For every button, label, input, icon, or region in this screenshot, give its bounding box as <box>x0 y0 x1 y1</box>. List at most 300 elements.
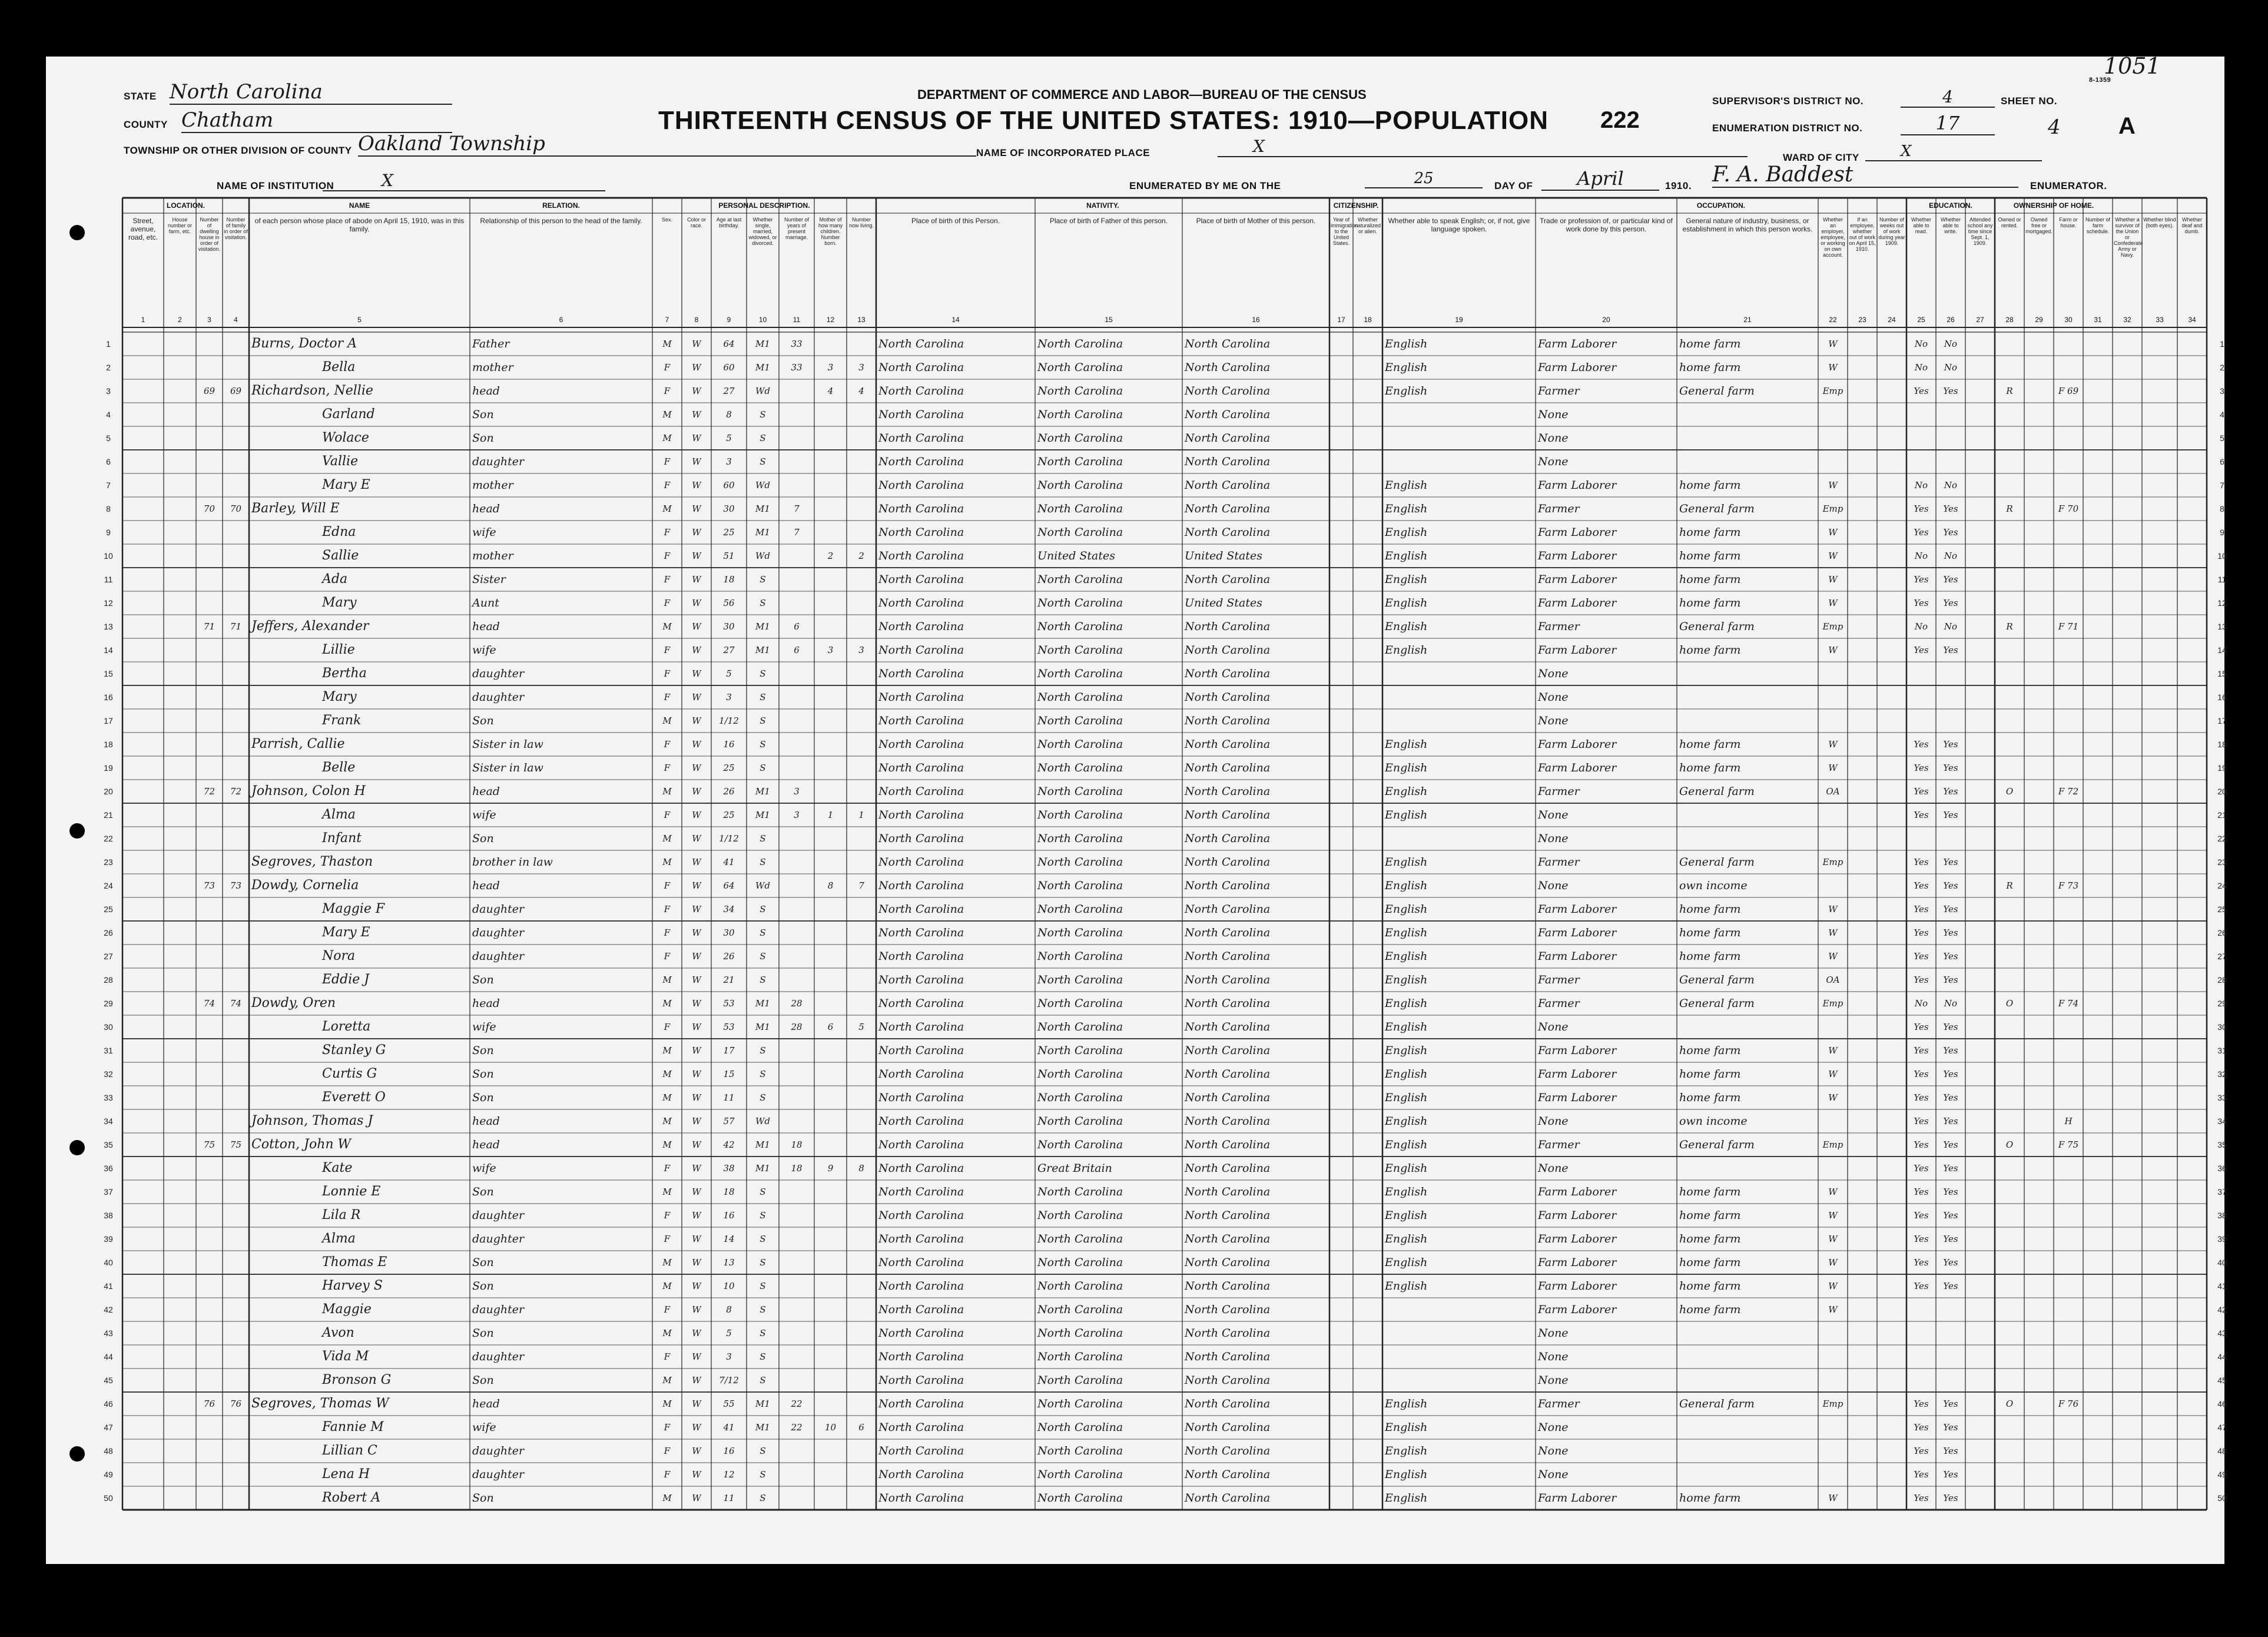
cell-write: Yes <box>1943 975 1958 985</box>
cell-own: R <box>2006 503 2013 514</box>
cell-write: No <box>1944 480 1958 491</box>
cell-yrs: 28 <box>791 998 803 1009</box>
cell-mother: North Carolina <box>1185 337 1271 350</box>
column-number: 9 <box>727 316 731 324</box>
state-value: North Carolina <box>170 80 452 105</box>
cell-mother: North Carolina <box>1185 1350 1271 1363</box>
column-number: 24 <box>1888 316 1896 324</box>
cell-race: W <box>692 904 701 914</box>
cell-name: Lonnie E <box>322 1184 381 1199</box>
cell-read: Yes <box>1914 1399 1929 1409</box>
column-header: Whether an employer, employee, or working on own account. <box>1821 217 1845 258</box>
cell-sex: F <box>664 551 671 561</box>
cell-emp: W <box>1828 763 1838 773</box>
cell-farm: F 71 <box>2058 621 2079 632</box>
cell-industry: home farm <box>1679 1044 1741 1057</box>
title-number: 222 <box>1600 107 1640 133</box>
cell-name: Robert A <box>322 1490 381 1505</box>
cell-name: Mary <box>322 595 357 610</box>
cell-industry: home farm <box>1679 597 1741 609</box>
row-number: 25 <box>2217 904 2227 914</box>
row-number: 29 <box>104 999 113 1008</box>
cell-fam: 73 <box>230 880 242 891</box>
column-header: House number or farm, etc. <box>167 217 193 234</box>
column-number: 3 <box>207 316 211 324</box>
cell-mar: S <box>760 833 766 844</box>
cell-read: Yes <box>1914 904 1929 914</box>
cell-read: Yes <box>1914 1281 1929 1291</box>
cell-emp: OA <box>1826 975 1840 985</box>
cell-age: 14 <box>723 1234 735 1244</box>
cell-mother: North Carolina <box>1185 1138 1271 1151</box>
cell-trade: None <box>1538 808 1569 821</box>
row-number: 42 <box>2217 1305 2227 1314</box>
cell-race: W <box>692 951 701 962</box>
row-number: 17 <box>2217 716 2227 725</box>
cell-lang: English <box>1385 1280 1428 1293</box>
cell-lang: English <box>1385 973 1428 986</box>
cell-industry: home farm <box>1679 1068 1741 1081</box>
cell-industry: own income <box>1679 1115 1748 1128</box>
cell-read: Yes <box>1914 1257 1929 1268</box>
row-number: 26 <box>104 928 113 937</box>
cell-trade: Farmer <box>1538 856 1580 869</box>
cell-name: Kate <box>322 1161 353 1175</box>
cell-mother: North Carolina <box>1185 714 1271 727</box>
cell-sex: M <box>662 998 672 1009</box>
cell-mar: S <box>760 598 766 608</box>
cell-birth: North Carolina <box>878 385 964 397</box>
cell-lang: English <box>1385 479 1428 492</box>
cell-write: Yes <box>1943 880 1958 891</box>
cell-lang: English <box>1385 1044 1428 1057</box>
cell-father: North Carolina <box>1037 1397 1123 1410</box>
column-number: 4 <box>234 316 238 324</box>
cell-mother: United States <box>1185 549 1263 562</box>
cell-race: W <box>692 857 701 867</box>
cell-birth: North Carolina <box>878 1091 964 1104</box>
incorporated-value: X <box>1218 137 1748 157</box>
cell-fam: 72 <box>230 786 242 797</box>
cell-rel: Son <box>472 973 494 986</box>
cell-rel: Son <box>472 1374 494 1387</box>
cell-birth: North Carolina <box>878 337 964 350</box>
row-number: 3 <box>2220 386 2224 396</box>
cell-name: Garland <box>322 407 375 422</box>
group-heading: NATIVITY. <box>1086 201 1119 210</box>
cell-race: W <box>692 1092 701 1103</box>
cell-trade: None <box>1538 879 1569 892</box>
cell-father: North Carolina <box>1037 1468 1123 1481</box>
column-number: 21 <box>1743 316 1752 324</box>
cell-race: W <box>692 810 701 820</box>
cell-race: W <box>692 1304 701 1315</box>
cell-race: W <box>692 1187 701 1197</box>
cell-read: Yes <box>1914 1139 1929 1150</box>
cell-rel: Sister <box>472 573 506 586</box>
page-number: 1051 <box>2104 53 2161 79</box>
cell-sex: F <box>664 880 671 891</box>
cell-read: Yes <box>1914 1022 1929 1032</box>
cell-mar: M1 <box>755 1022 770 1032</box>
cell-write: Yes <box>1943 1092 1958 1103</box>
cell-sex: F <box>664 739 671 750</box>
cell-sex: F <box>664 904 671 914</box>
column-header: Age at last birthday. <box>716 217 742 228</box>
enumeration-value: 17 <box>1901 112 1995 135</box>
cell-fam: 69 <box>230 386 242 396</box>
cell-rel: Son <box>472 1091 494 1104</box>
cell-race: W <box>692 551 701 561</box>
cell-trade: Farmer <box>1538 620 1580 633</box>
cell-birth: North Carolina <box>878 667 964 680</box>
cell-write: Yes <box>1943 1234 1958 1244</box>
cell-rel: head <box>472 1138 500 1151</box>
row-number: 28 <box>104 975 113 985</box>
column-number: 11 <box>793 316 801 324</box>
row-number: 24 <box>2217 881 2227 890</box>
row-number: 21 <box>2217 810 2227 820</box>
row-number: 19 <box>2217 763 2227 773</box>
cell-farm: F 74 <box>2058 998 2079 1009</box>
cell-read: Yes <box>1914 1234 1929 1244</box>
column-number: 28 <box>2005 316 2014 324</box>
cell-read: Yes <box>1914 1446 1929 1456</box>
cell-sex: F <box>664 692 671 702</box>
cell-yrs: 28 <box>791 1022 803 1032</box>
cell-age: 3 <box>726 1351 732 1362</box>
cell-born: 10 <box>824 1422 837 1433</box>
cell-birth: North Carolina <box>878 738 964 751</box>
column-header: If an employee, whether out of work on April 15, 1910. <box>1849 217 1876 252</box>
cell-rel: mother <box>472 549 513 562</box>
cell-age: 18 <box>723 574 735 585</box>
cell-mar: M1 <box>755 1139 770 1150</box>
column-header: Owned or rented. <box>1998 217 2021 228</box>
cell-race: W <box>692 1493 701 1503</box>
cell-age: 42 <box>723 1139 735 1150</box>
row-number: 11 <box>104 575 113 584</box>
cell-race: W <box>692 339 701 349</box>
column-header: Whether able to speak English; or, if not, give language spoken. <box>1388 217 1530 233</box>
cell-name: Stanley G <box>322 1043 386 1058</box>
cell-mar: S <box>760 692 766 702</box>
cell-lang: English <box>1385 337 1428 350</box>
cell-age: 60 <box>723 362 735 373</box>
cell-read: No <box>1914 998 1928 1009</box>
cell-trade: Farm Laborer <box>1538 1256 1617 1269</box>
cell-yrs: 7 <box>794 503 800 514</box>
cell-emp: W <box>1828 339 1838 349</box>
cell-dw: 75 <box>203 1139 215 1150</box>
cell-race: W <box>692 527 701 538</box>
cell-industry: home farm <box>1679 526 1741 539</box>
cell-write: Yes <box>1943 1493 1958 1503</box>
cell-age: 3 <box>726 456 732 467</box>
cell-birth: North Carolina <box>878 785 964 798</box>
cell-age: 53 <box>723 998 735 1009</box>
cell-lang: English <box>1385 1162 1428 1175</box>
cell-trade: Farmer <box>1538 997 1580 1010</box>
cell-mar: M1 <box>755 503 770 514</box>
cell-trade: Farm Laborer <box>1538 526 1617 539</box>
row-number: 10 <box>2217 551 2227 561</box>
column-header: Whether blind (both eyes). <box>2143 217 2176 228</box>
cell-name: Ada <box>322 572 348 586</box>
column-number: 13 <box>857 316 866 324</box>
cell-trade: None <box>1538 1020 1569 1033</box>
cell-lang: English <box>1385 1444 1428 1457</box>
cell-sex: F <box>664 1351 671 1362</box>
cell-yrs: 33 <box>791 339 803 349</box>
cell-lang: English <box>1385 385 1428 397</box>
row-number: 6 <box>2220 457 2224 466</box>
cell-emp: W <box>1828 527 1838 538</box>
cell-trade: Farmer <box>1538 973 1580 986</box>
row-number: 33 <box>2217 1093 2227 1102</box>
department-line: DEPARTMENT OF COMMERCE AND LABOR—BUREAU OF THE CENSUS <box>917 87 1367 102</box>
cell-age: 13 <box>723 1257 735 1268</box>
cell-own: O <box>2005 998 2014 1009</box>
cell-born: 2 <box>827 551 834 561</box>
row-number: 8 <box>2220 504 2224 513</box>
cell-name: Vallie <box>322 454 359 469</box>
cell-age: 51 <box>723 551 735 561</box>
cell-name: Mary E <box>322 925 370 940</box>
cell-trade: None <box>1538 1421 1569 1434</box>
cell-father: North Carolina <box>1037 1256 1123 1269</box>
cell-read: Yes <box>1914 1493 1929 1503</box>
cell-rel: wife <box>472 1020 496 1033</box>
cell-mar: S <box>760 1493 766 1503</box>
cell-birth: North Carolina <box>878 644 964 657</box>
row-number: 19 <box>104 763 113 773</box>
column-header: Farm or house. <box>2059 217 2078 228</box>
cell-read: Yes <box>1914 1069 1929 1079</box>
cell-industry: General farm <box>1679 502 1755 515</box>
cell-sex: M <box>662 433 672 443</box>
cell-sex: M <box>662 786 672 797</box>
cell-father: United States <box>1037 549 1116 562</box>
cell-lang: English <box>1385 808 1428 821</box>
cell-emp: W <box>1828 362 1838 373</box>
row-number: 49 <box>2217 1470 2227 1479</box>
cell-mar: S <box>760 1446 766 1456</box>
cell-lang: English <box>1385 1397 1428 1410</box>
cell-trade: None <box>1538 1350 1569 1363</box>
cell-birth: North Carolina <box>878 1209 964 1222</box>
cell-birth: North Carolina <box>878 479 964 492</box>
cell-industry: home farm <box>1679 573 1741 586</box>
column-number: 27 <box>1976 316 1984 324</box>
cell-race: W <box>692 1116 701 1126</box>
state-label: STATE <box>124 91 157 102</box>
cell-father: North Carolina <box>1037 1020 1123 1033</box>
cell-dw: 72 <box>203 786 215 797</box>
binder-hole <box>69 823 85 839</box>
row-number: 2 <box>2220 363 2224 372</box>
cell-emp: W <box>1828 927 1838 938</box>
cell-birth: North Carolina <box>878 1256 964 1269</box>
row-number: 47 <box>104 1423 113 1432</box>
cell-rel: Son <box>472 1068 494 1081</box>
cell-sex: M <box>662 1045 672 1056</box>
cell-industry: General farm <box>1679 1397 1755 1410</box>
cell-rel: daughter <box>472 691 525 704</box>
cell-read: No <box>1914 339 1928 349</box>
cell-trade: Farm Laborer <box>1538 597 1617 609</box>
cell-emp: W <box>1828 1045 1838 1056</box>
cell-mother: North Carolina <box>1185 1256 1271 1269</box>
cell-name: Eddie J <box>322 972 370 987</box>
cell-mar: S <box>760 1257 766 1268</box>
row-number: 20 <box>104 787 113 796</box>
cell-fam: 75 <box>230 1139 242 1150</box>
row-number: 32 <box>104 1069 113 1079</box>
cell-mar: S <box>760 1281 766 1291</box>
census-title: THIRTEENTH CENSUS OF THE UNITED STATES: 1910—POPULATION <box>658 106 1549 135</box>
group-heading: OWNERSHIP OF HOME. <box>2013 201 2094 210</box>
cell-name: Johnson, Thomas J <box>251 1114 373 1128</box>
cell-birth: North Carolina <box>878 526 964 539</box>
cell-father: North Carolina <box>1037 808 1123 821</box>
cell-read: Yes <box>1914 1045 1929 1056</box>
cell-sex: M <box>662 833 672 844</box>
cell-yrs: 22 <box>791 1422 803 1433</box>
cell-rel: Son <box>472 714 494 727</box>
cell-write: Yes <box>1943 1139 1958 1150</box>
cell-industry: home farm <box>1679 1492 1741 1505</box>
cell-lang: English <box>1385 620 1428 633</box>
cell-dw: 76 <box>203 1399 215 1409</box>
cell-father: North Carolina <box>1037 479 1123 492</box>
cell-rel: head <box>472 785 500 798</box>
cell-race: W <box>692 386 701 396</box>
column-number: 1 <box>141 316 145 324</box>
cell-sex: M <box>662 1375 672 1386</box>
cell-mar: Wd <box>755 386 771 396</box>
cell-mar: S <box>760 1328 766 1338</box>
cell-age: 53 <box>723 1022 735 1032</box>
ward-value: X <box>1865 143 2042 161</box>
cell-age: 60 <box>723 480 735 491</box>
cell-industry: home farm <box>1679 1209 1741 1222</box>
row-number: 16 <box>104 692 113 702</box>
row-number: 23 <box>2217 857 2227 867</box>
cell-mother: North Carolina <box>1185 997 1271 1010</box>
column-header: Number of family in order of visitation. <box>224 217 248 240</box>
enumerator-label: ENUMERATOR. <box>2030 180 2107 191</box>
cell-birth: North Carolina <box>878 1492 964 1505</box>
cell-age: 64 <box>723 339 735 349</box>
row-number: 41 <box>104 1281 113 1291</box>
cell-lang: English <box>1385 761 1428 774</box>
cell-industry: home farm <box>1679 903 1741 916</box>
cell-mother: North Carolina <box>1185 1162 1271 1175</box>
cell-trade: Farm Laborer <box>1538 1232 1617 1245</box>
row-number: 44 <box>104 1352 113 1361</box>
cell-industry: home farm <box>1679 1256 1741 1269</box>
cell-mar: S <box>760 904 766 914</box>
cell-sex: F <box>664 810 671 820</box>
row-number: 46 <box>2217 1399 2227 1409</box>
cell-write: No <box>1944 362 1958 373</box>
column-header: Number now living. <box>848 217 874 228</box>
column-number: 14 <box>951 316 960 324</box>
cell-trade: Farm Laborer <box>1538 479 1617 492</box>
row-number: 38 <box>104 1211 113 1220</box>
cell-name: Johnson, Colon H <box>251 784 366 798</box>
cell-rel: wife <box>472 1421 496 1434</box>
cell-rel: head <box>472 385 500 397</box>
cell-trade: None <box>1538 432 1569 445</box>
county-value: Chatham <box>181 108 452 133</box>
cell-lang: English <box>1385 1020 1428 1033</box>
row-number: 16 <box>2217 692 2227 702</box>
cell-lang: English <box>1385 879 1428 892</box>
cell-write: Yes <box>1943 1422 1958 1433</box>
column-header: Place of birth of this Person. <box>911 217 1000 225</box>
census-sheet <box>46 53 2227 1564</box>
cell-sex: F <box>664 1304 671 1315</box>
cell-mar: S <box>760 1069 766 1079</box>
cell-trade: Farmer <box>1538 1138 1580 1151</box>
column-number: 30 <box>2064 316 2073 324</box>
cell-lang: English <box>1385 903 1428 916</box>
cell-birth: North Carolina <box>878 761 964 774</box>
cell-born: 3 <box>827 645 834 655</box>
cell-race: W <box>692 1469 701 1480</box>
cell-industry: home farm <box>1679 1280 1741 1293</box>
column-header: Whether naturalized or alien. <box>1354 217 1381 234</box>
day-of-label: DAY OF <box>1494 180 1533 191</box>
column-number: 7 <box>665 316 669 324</box>
column-number: 26 <box>1947 316 1955 324</box>
cell-name: Bella <box>322 360 356 375</box>
cell-age: 25 <box>723 527 735 538</box>
cell-mar: S <box>760 1351 766 1362</box>
cell-sex: F <box>664 480 671 491</box>
cell-lang: English <box>1385 1185 1428 1198</box>
row-number: 17 <box>104 716 113 725</box>
cell-sex: F <box>664 527 671 538</box>
column-number: 31 <box>2094 316 2102 324</box>
cell-rel: daughter <box>472 903 525 916</box>
row-number: 43 <box>104 1328 113 1338</box>
cell-industry: General farm <box>1679 785 1755 798</box>
cell-sex: M <box>662 857 672 867</box>
cell-sex: M <box>662 1257 672 1268</box>
cell-name: Burns, Doctor A <box>251 336 357 351</box>
row-number: 3 <box>106 386 111 396</box>
cell-emp: Emp <box>1822 1139 1843 1150</box>
cell-rel: wife <box>472 1162 496 1175</box>
cell-mar: M1 <box>755 621 770 632</box>
cell-trade: None <box>1538 455 1569 468</box>
column-header: Year of immigration to the United States. <box>1331 217 1358 246</box>
cell-birth: North Carolina <box>878 1044 964 1057</box>
cell-age: 5 <box>726 1328 732 1338</box>
row-number: 40 <box>104 1258 113 1267</box>
cell-father: North Carolina <box>1037 997 1123 1010</box>
row-number: 50 <box>104 1493 113 1503</box>
cell-industry: General farm <box>1679 997 1755 1010</box>
row-number: 14 <box>104 645 113 655</box>
cell-mother: North Carolina <box>1185 856 1271 869</box>
cell-emp: W <box>1828 1187 1838 1197</box>
cell-mother: North Carolina <box>1185 479 1271 492</box>
cell-birth: North Carolina <box>878 903 964 916</box>
